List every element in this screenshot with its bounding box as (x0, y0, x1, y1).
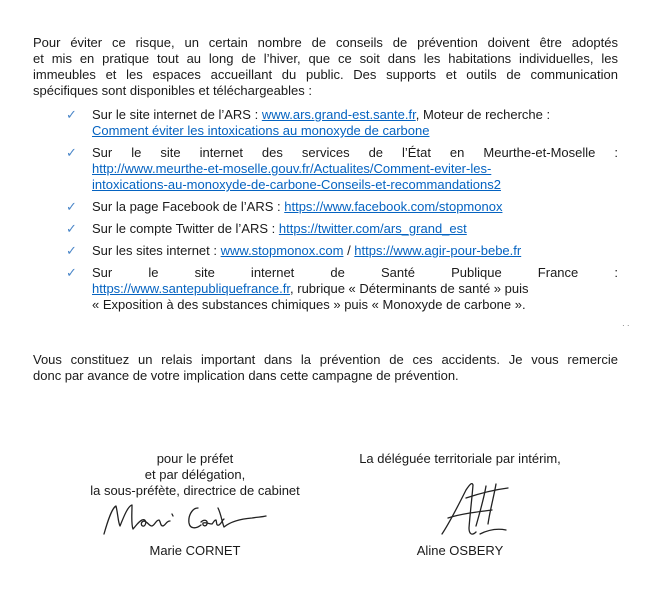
intro-line: et mis en pratique tout au long de l’hiver, que ce soit dans les habitations individuelles, les (33, 51, 618, 66)
resource-item-state-site (63, 145, 618, 193)
resource-list (63, 107, 618, 319)
facebook-link[interactable]: https://www.facebook.com/stopmonox (284, 199, 503, 214)
resource-text: « Exposition à des substances chimiques » puis « Monoxyde de carbone ». (92, 297, 526, 312)
handwritten-signature-osbery (436, 478, 516, 540)
resource-text: Sur le site internet de l’ARS : (92, 107, 262, 122)
checkmark-icon: ✓ (66, 145, 77, 160)
signature-title-delegate: La déléguée territoriale par intérim, (359, 451, 561, 466)
intro-paragraph (33, 35, 618, 99)
checkmark-icon: ✓ (66, 243, 77, 258)
resource-item-facebook (63, 199, 618, 215)
santepubliquefrance-link[interactable]: https://www.santepubliquefrance.fr (92, 281, 291, 296)
resource-text: Sur la page Facebook de l’ARS : (92, 199, 285, 214)
link-separator: / (343, 243, 355, 258)
resource-item-websites (63, 243, 618, 259)
signatory-name-cornet: Marie CORNET (149, 543, 241, 558)
resource-item-ars-site (63, 107, 618, 139)
checkmark-icon: ✓ (66, 221, 77, 236)
closing-line: donc par avance de votre implication dans cette campagne de prévention. (33, 368, 459, 383)
resource-text: Sur le compte Twitter de l’ARS : (92, 221, 279, 236)
checkmark-icon: ✓ (66, 265, 77, 280)
signature-title-line: pour le préfet (156, 451, 234, 466)
resource-item-spf (63, 265, 618, 313)
intro-line: Pour éviter ce risque, un certain nombre de conseils de prévention doivent être adoptés (33, 35, 618, 50)
prefecture-link[interactable]: http://www.meurthe-et-moselle.gouv.fr/Actualites/Comment-eviter-les- (92, 161, 492, 176)
resource-text: , Moteur de recherche : (415, 107, 551, 122)
signature-title-line: la sous-préfète, directrice de cabinet (90, 483, 300, 498)
handwritten-signature-cornet (100, 496, 270, 540)
prefecture-link-continued[interactable]: intoxications-au-monoxyde-de-carbone-Conseils-et-recommandations2 (92, 177, 501, 192)
intro-line: immeubles et les espaces accueillant du public. Des supports et outils de communication (33, 67, 618, 82)
agir-pour-bebe-link[interactable]: https://www.agir-pour-bebe.fr (354, 243, 522, 258)
signature-block-prefect (60, 451, 330, 499)
ars-website-link[interactable]: www.ars.grand-est.sante.fr (261, 107, 416, 122)
monoxyde-guide-link[interactable]: Comment éviter les intoxications au monoxyde de carbone (92, 123, 430, 138)
twitter-link[interactable]: https://twitter.com/ars_grand_est (278, 221, 467, 236)
stopmonox-link[interactable]: www.stopmonox.com (220, 243, 344, 258)
resource-text: Sur les sites internet : (92, 243, 221, 258)
resource-item-twitter (63, 221, 618, 237)
scan-speck: · · (622, 321, 630, 330)
signature-title-line: et par délégation, (144, 467, 246, 482)
checkmark-icon: ✓ (66, 199, 77, 214)
closing-line: Vous constituez un relais important dans la prévention de ces accidents. Je vous remercie (33, 352, 618, 367)
checkmark-icon: ✓ (66, 107, 77, 122)
resource-text: Sur le site internet de Santé Publique France : (92, 265, 618, 280)
intro-line: spécifiques sont disponibles et téléchargeables : (33, 83, 312, 98)
closing-paragraph (33, 352, 618, 384)
resource-text: Sur le site internet des services de l’État en Meurthe-et-Moselle : (92, 145, 618, 160)
resource-text: , rubrique « Déterminants de santé » puis (290, 281, 529, 296)
signatory-name-osbery: Aline OSBERY (416, 543, 504, 558)
